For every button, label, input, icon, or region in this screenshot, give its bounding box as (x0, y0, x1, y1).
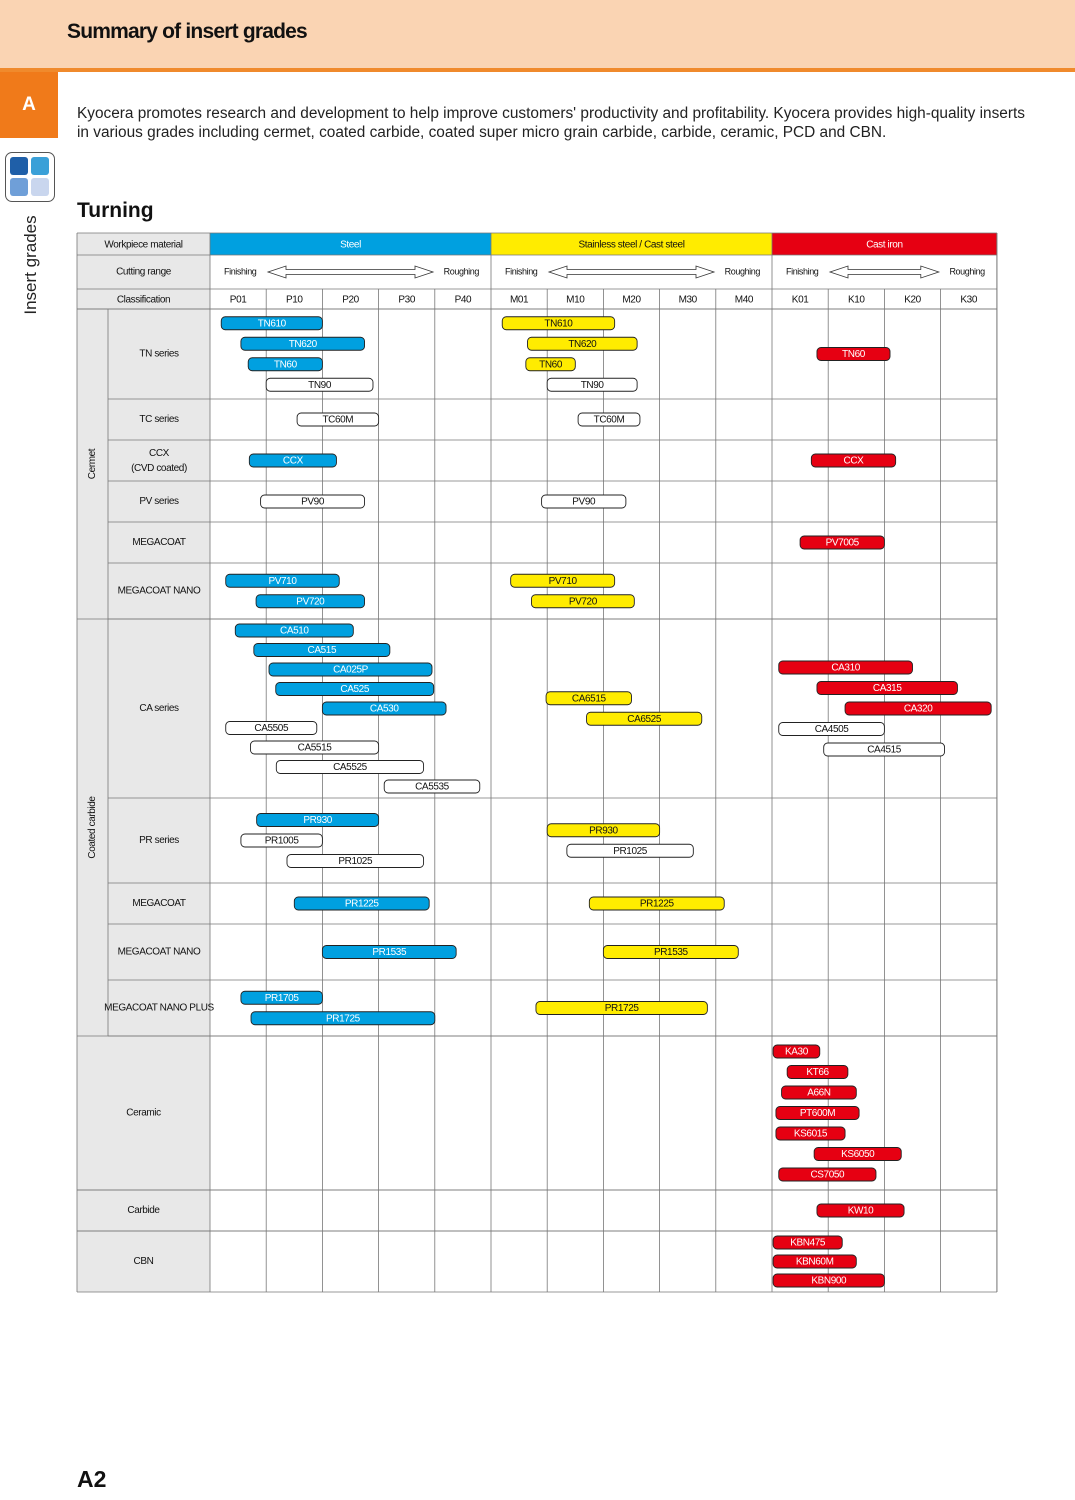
row-label: MEGACOAT (132, 898, 186, 910)
page-title: Summary of insert grades (67, 20, 307, 43)
row-label-carbide: Carbide (127, 1205, 160, 1217)
grade-label: PR1725 (326, 1013, 360, 1025)
grade-label: KS6015 (793, 1128, 828, 1140)
classification-code: M10 (566, 294, 585, 306)
grade-label: PR930 (589, 825, 618, 837)
section-title-turning: Turning (77, 199, 154, 222)
grade-label: TN610 (544, 318, 573, 330)
cutting-end-label: Roughing (724, 266, 760, 277)
row-label-sub: (CVD coated) (131, 463, 187, 475)
row-label: CA series (139, 703, 179, 715)
grade-label: PR1535 (372, 947, 407, 959)
grade-label: CA025P (333, 664, 368, 676)
grade-label: CA515 (307, 645, 337, 657)
grade-label: TC60M (322, 414, 354, 426)
grade-label: PR1025 (338, 856, 373, 868)
grade-label: PR1005 (264, 835, 299, 847)
classification-code: P40 (454, 294, 472, 306)
grade-label: PV90 (572, 496, 596, 508)
classification-code: K20 (904, 294, 921, 306)
group-label-coated-carbide: Coated carbide (87, 796, 99, 859)
side-section-label: Insert grades (21, 215, 40, 315)
grade-label: PV710 (268, 575, 297, 587)
grade-label: PV720 (568, 596, 597, 608)
grade-label: PV7005 (825, 537, 859, 549)
grade-label: TN620 (288, 338, 317, 350)
classification-code: K10 (848, 294, 865, 306)
grade-label: TN610 (257, 318, 286, 330)
row-label-ceramic: Ceramic (126, 1107, 161, 1119)
classification-code: K01 (791, 294, 809, 306)
row-label: MEGACOAT NANO (117, 946, 201, 958)
grade-label: PR1225 (639, 898, 674, 910)
intro-paragraph: Kyocera promotes research and development to help improve customers' productivity and profitability. Kyocera provides high-quality inserts in various grades including cermet, coated carbide, coated super micro grain carbide, carbide, ceramic, PCD and CBN. (77, 105, 1025, 141)
classification-code: P01 (229, 294, 247, 306)
cutting-end-label: Roughing (443, 266, 479, 277)
row-label: PV series (139, 496, 179, 508)
grade-label: TN60 (842, 349, 865, 361)
classification-code: M01 (509, 294, 529, 306)
grade-label: TN90 (308, 379, 332, 391)
row-label: TC series (139, 414, 179, 426)
material-name-cast_iron: Cast iron (866, 239, 903, 251)
grade-label: TC60M (593, 414, 625, 426)
workpiece-material-label: Workpiece material (104, 239, 183, 251)
row-label: TN series (139, 348, 179, 360)
grade-label: CA320 (903, 703, 933, 715)
grade-label: CCX (282, 455, 303, 467)
classification-code: K30 (960, 294, 977, 306)
classification-code: P20 (342, 294, 359, 306)
grade-label: CA4515 (867, 744, 901, 756)
grade-label: CA6525 (627, 713, 662, 725)
cutting-start-label: Finishing (224, 266, 257, 277)
cutting-range-label: Cutting range (116, 266, 171, 278)
grade-label: KS6050 (841, 1149, 875, 1161)
section-tab[interactable]: A (0, 72, 58, 138)
grade-label: CA525 (340, 684, 370, 696)
grade-label: CA5525 (333, 762, 367, 774)
classification-code: M40 (734, 294, 754, 306)
material-name-steel: Steel (340, 239, 361, 251)
grade-label: TN60 (539, 359, 563, 371)
grade-label: KBN475 (790, 1237, 826, 1249)
grade-label: CS7050 (810, 1169, 845, 1181)
grade-label: CA530 (369, 703, 399, 715)
grade-label: PR1225 (344, 898, 379, 910)
grade-label: PR1705 (264, 992, 299, 1004)
cutting-end-label: Roughing (949, 266, 985, 277)
classification-code: P10 (286, 294, 303, 306)
grade-label: CA6515 (571, 693, 606, 705)
grade-label: CA510 (280, 625, 309, 637)
grade-label: KBN900 (811, 1275, 847, 1287)
grade-label: CA5535 (415, 781, 449, 793)
classification-code: P30 (398, 294, 415, 306)
grade-label: CA5515 (297, 742, 332, 754)
group-label-cermet: Cermet (87, 448, 99, 480)
row-label: MEGACOAT (132, 537, 186, 549)
grade-label: A66N (807, 1087, 831, 1099)
row-label: MEGACOAT NANO (117, 585, 201, 597)
cutting-start-label: Finishing (505, 266, 538, 277)
grade-label: PR1535 (653, 947, 688, 959)
grade-label: KA30 (785, 1046, 808, 1058)
grade-label: KT66 (806, 1067, 829, 1079)
grade-label: TN60 (273, 359, 297, 371)
grade-label: KBN60M (795, 1256, 834, 1268)
grade-label: TN620 (568, 338, 597, 350)
page-number: A2 (77, 1466, 107, 1492)
grade-label: CA315 (872, 683, 902, 695)
grade-label: PR1025 (613, 845, 647, 857)
grade-label: CA310 (831, 662, 860, 674)
grade-label: TN90 (580, 379, 604, 391)
row-label: MEGACOAT NANO PLUS (104, 1002, 214, 1014)
cutting-start-label: Finishing (786, 266, 819, 277)
grade-label: CA4505 (814, 724, 849, 736)
row-label: CCX (149, 448, 169, 460)
grade-label: PV710 (548, 575, 577, 587)
row-label-cbn: CBN (133, 1256, 154, 1268)
grade-label: CCX (843, 455, 864, 467)
classification-label: Classification (116, 294, 171, 306)
classification-code: M20 (622, 294, 641, 306)
row-label: PR series (139, 835, 179, 847)
grade-label: PV90 (301, 496, 325, 508)
classification-code: M30 (678, 294, 697, 306)
grade-label: PT600M (799, 1108, 836, 1120)
grade-label: PR930 (303, 815, 332, 827)
grade-label: KW10 (847, 1205, 874, 1217)
grade-label: CA5505 (254, 723, 289, 735)
material-name-stainless: Stainless steel / Cast steel (578, 239, 685, 251)
grade-label: PV720 (296, 596, 325, 608)
grade-label: PR1725 (604, 1003, 639, 1015)
